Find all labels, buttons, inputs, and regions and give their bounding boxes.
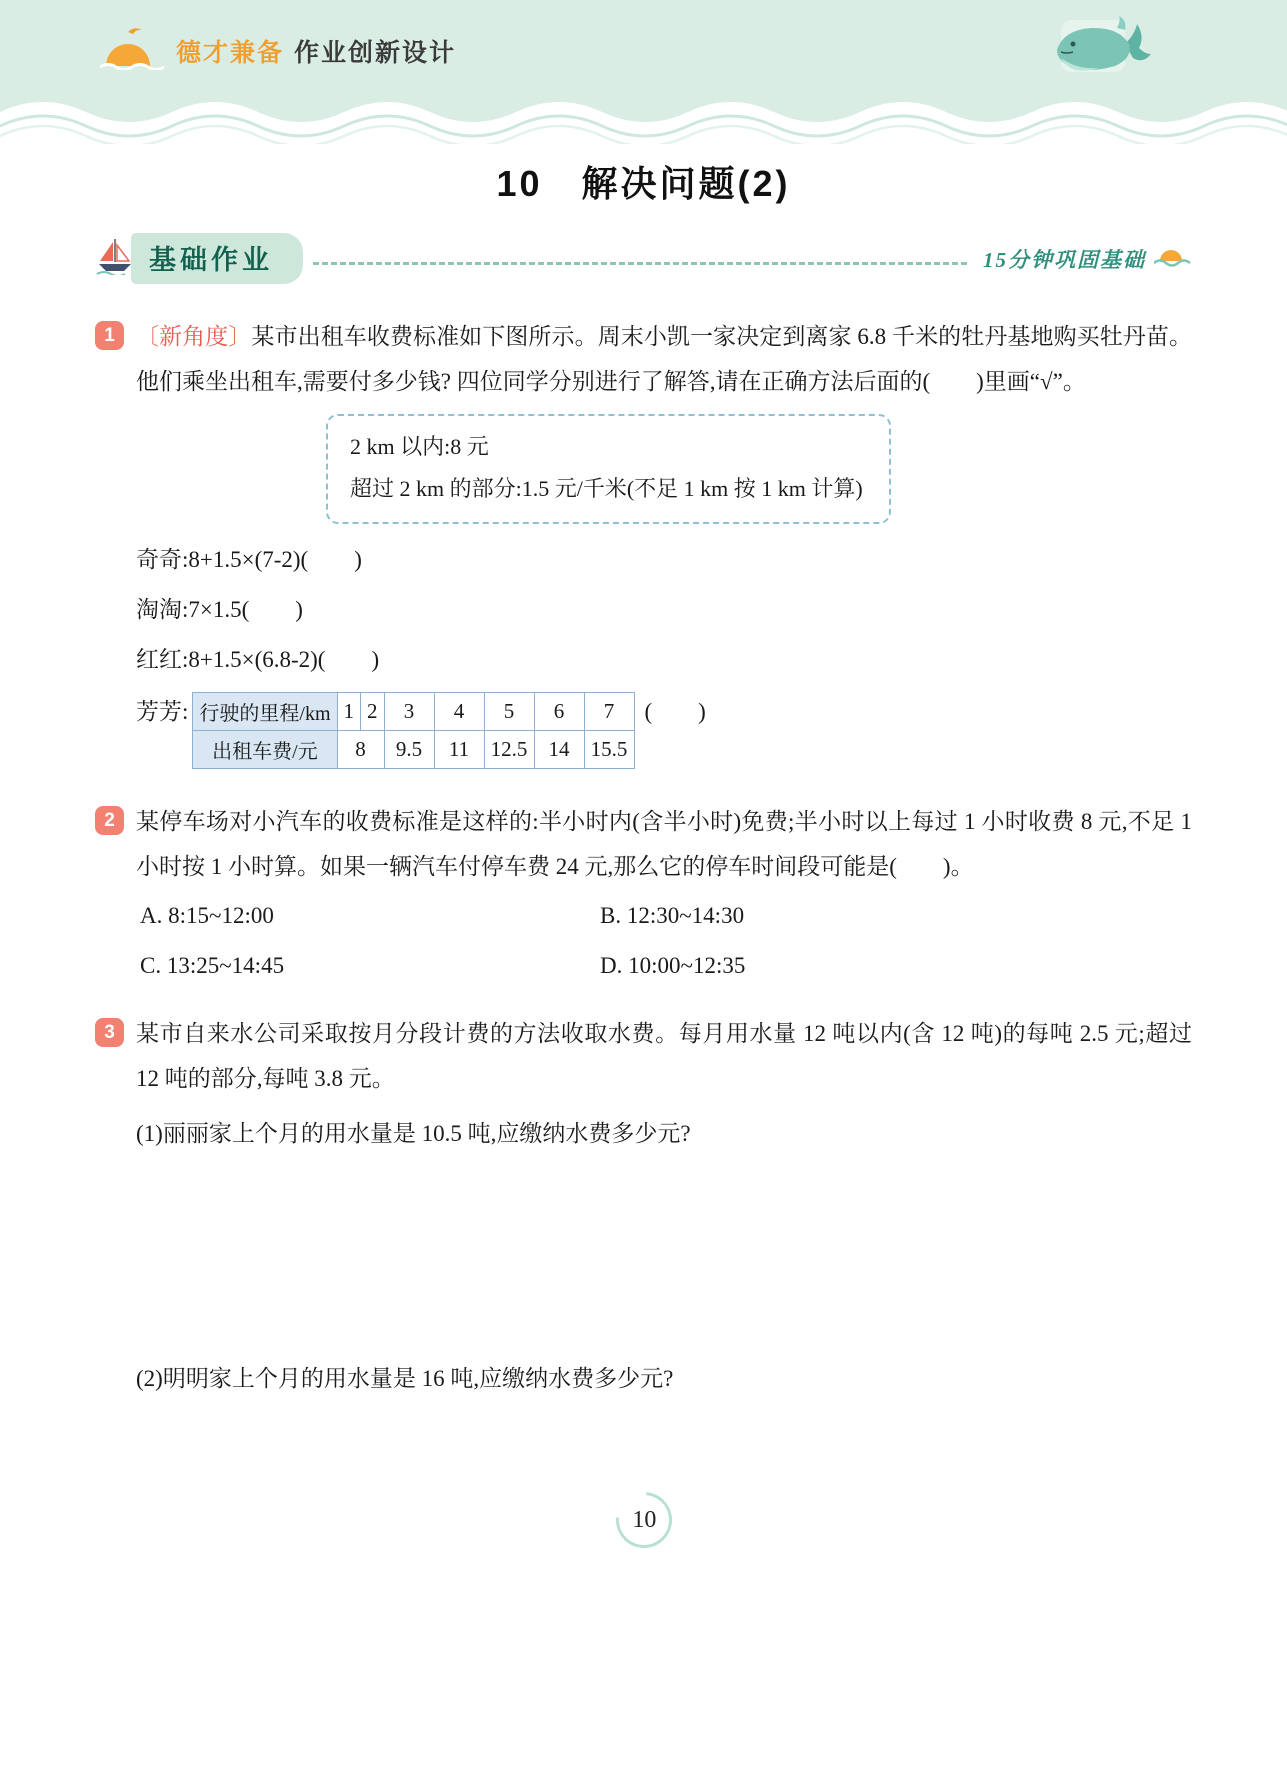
question-2-body — [136, 799, 1192, 981]
question-2-number: 2 — [95, 806, 124, 835]
section-note: 15分钟巩固基础 — [983, 247, 1146, 272]
option-c: C. 13:25~14:45 — [140, 953, 285, 978]
page-header — [0, 0, 1287, 144]
question-1-body — [136, 314, 1192, 769]
table-cell: 2 — [361, 693, 385, 731]
section-divider — [313, 262, 967, 265]
question-1-stem: 某市出租车收费标准如下图所示。周末小凯一家决定到离家 6.8 千米的牡丹基地购买牡丹苗。他们乘坐出租车,需要付多少钱? 四位同学分别进行了解答,请在正确方法后面的( )里画“√”。 — [136, 324, 1193, 394]
option-b: B. 12:30~14:30 — [600, 903, 745, 928]
page-footer — [616, 1492, 672, 1548]
page-number: 10 — [631, 1506, 656, 1533]
page-title: 10 解决问题(2) — [496, 163, 791, 204]
header-band — [0, 0, 1287, 88]
question-3 — [95, 1011, 1192, 1401]
question-1-text — [136, 314, 1192, 404]
brand-name: 德才兼备 — [176, 38, 285, 67]
table-cell: 8 — [337, 731, 384, 769]
fangfang-answer-blank: ( ) — [644, 699, 706, 724]
answer-qiqi: 奇奇:8+1.5×(7-2)( ) — [136, 547, 362, 572]
question-2-text: 某停车场对小汽车的收费标准是这样的:半小时内(含半小时)免费;半小时以上每过 1 小时收费 8 元,不足 1 小时按 1 小时算。如果一辆汽车付停车费 24 元,那么它的停车时间段可能是( )。 — [136, 809, 1192, 879]
table-cell: 1 — [337, 693, 361, 731]
brand — [100, 26, 456, 75]
fare-table-header-fee: 出租车费/元 — [193, 731, 337, 769]
question-3-number: 3 — [95, 1018, 124, 1047]
sun-icon — [100, 26, 166, 75]
table-cell: 7 — [584, 693, 634, 731]
question-3-sub2: (2)明明家上个月的用水量是 16 吨,应缴纳水费多少元? — [136, 1366, 674, 1391]
table-row — [193, 731, 634, 769]
section-badge — [95, 233, 303, 284]
question-1 — [95, 314, 1192, 769]
sailboat-icon — [95, 237, 135, 280]
fare-table — [192, 692, 634, 769]
table-cell: 4 — [434, 693, 484, 731]
header-wave-decoration — [0, 88, 1287, 144]
question-3-sub1: (1)丽丽家上个月的用水量是 10.5 吨,应缴纳水费多少元? — [136, 1121, 691, 1146]
table-cell: 14 — [534, 731, 584, 769]
answer-fangfang — [136, 692, 1192, 769]
question-1-tag: 〔新角度〕 — [136, 324, 252, 349]
fare-table-header-km: 行驶的里程/km — [193, 693, 337, 731]
question-3-text: 某市自来水公司采取按月分段计费的方法收取水费。每月用水量 12 吨以内(含 12 吨)的每吨 2.5 元;超过 12 吨的部分,每吨 3.8 元。 — [136, 1021, 1192, 1091]
table-cell: 6 — [534, 693, 584, 731]
answer-honghong: 红红:8+1.5×(6.8-2)( ) — [136, 647, 380, 672]
table-cell: 12.5 — [484, 731, 534, 769]
section-header — [95, 233, 1192, 284]
table-cell: 11 — [434, 731, 484, 769]
brand-subtitle: 作业创新设计 — [294, 38, 457, 67]
page-number-decoration — [604, 1481, 683, 1560]
table-cell: 3 — [384, 693, 434, 731]
question-3-body — [136, 1011, 1192, 1401]
small-sun-icon — [1154, 243, 1192, 274]
answer-taotao: 淘淘:7×1.5( ) — [136, 597, 303, 622]
question-1-number: 1 — [95, 321, 124, 350]
section-badge-label: 基础作业 — [131, 233, 303, 284]
taxi-pricing-box — [326, 414, 891, 524]
table-cell: 5 — [484, 693, 534, 731]
pricing-line-2: 超过 2 km 的部分:1.5 元/千米(不足 1 km 按 1 km 计算) — [350, 476, 863, 501]
question-2-options — [140, 901, 1192, 981]
table-row — [193, 693, 634, 731]
pricing-line-1: 2 km 以内:8 元 — [350, 434, 489, 459]
whale-icon — [1047, 14, 1157, 85]
option-d: D. 10:00~12:35 — [600, 953, 746, 978]
question-2 — [95, 799, 1192, 981]
fangfang-label: 芳芳: — [136, 699, 189, 724]
table-cell: 15.5 — [584, 731, 634, 769]
table-cell: 9.5 — [384, 731, 434, 769]
option-a: A. 8:15~12:00 — [140, 903, 274, 928]
